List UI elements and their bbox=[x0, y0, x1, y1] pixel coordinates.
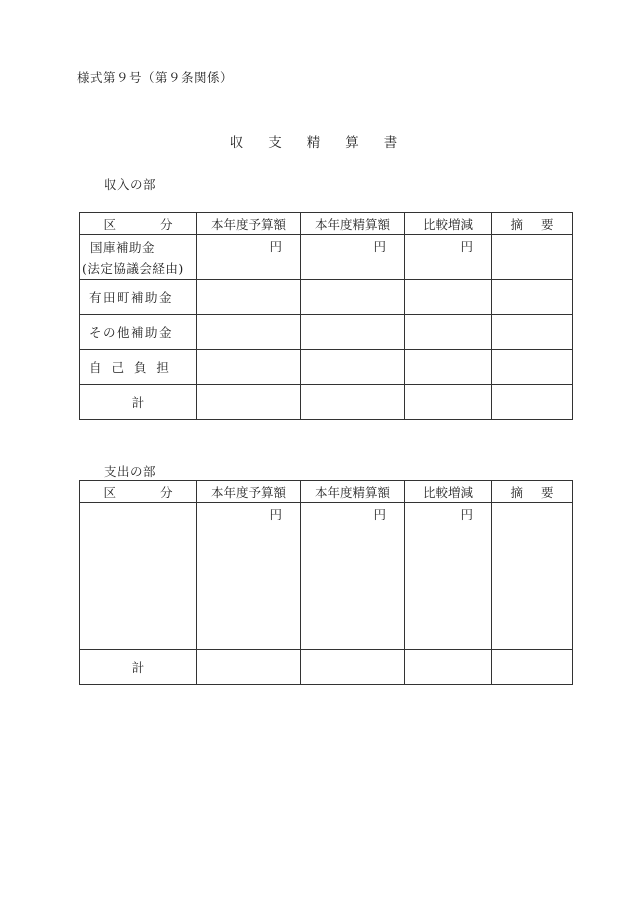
header-settled: 本年度精算額 bbox=[301, 481, 405, 503]
settled-total-cell[interactable] bbox=[301, 385, 405, 420]
difference-cell[interactable] bbox=[405, 350, 492, 385]
expense-section-label: 支出の部 bbox=[104, 464, 157, 479]
difference-cell[interactable] bbox=[405, 315, 492, 350]
header-notes bbox=[492, 481, 573, 503]
expense-total-row bbox=[80, 650, 573, 685]
header-notes bbox=[492, 213, 573, 235]
header-category bbox=[80, 213, 197, 235]
settled-total-cell[interactable] bbox=[301, 650, 405, 685]
label-line-2: (法定協議会経由) bbox=[82, 261, 184, 276]
document-title: 収支精算書 bbox=[229, 135, 423, 151]
header-category-char-2: 分 bbox=[160, 216, 173, 232]
notes-cell[interactable] bbox=[492, 350, 573, 385]
difference-cell[interactable]: 円 bbox=[405, 503, 492, 650]
budget-total-cell[interactable] bbox=[197, 385, 301, 420]
notes-cell[interactable] bbox=[492, 503, 573, 650]
income-header-row bbox=[80, 213, 573, 235]
row-label-self-pay: 自 己 負 担 bbox=[80, 350, 197, 385]
settled-cell[interactable] bbox=[301, 280, 405, 315]
settled-cell[interactable]: 円 bbox=[301, 503, 405, 650]
header-difference: 比較増減 bbox=[405, 213, 492, 235]
header-notes-char-2: 要 bbox=[541, 484, 554, 500]
budget-cell[interactable] bbox=[197, 350, 301, 385]
table-row bbox=[80, 235, 573, 280]
difference-total-cell[interactable] bbox=[405, 650, 492, 685]
category-cell[interactable] bbox=[80, 503, 197, 650]
settled-cell[interactable]: 円 bbox=[301, 235, 405, 280]
header-category-char-1: 区 bbox=[103, 216, 116, 232]
difference-total-cell[interactable] bbox=[405, 385, 492, 420]
table-row bbox=[80, 350, 573, 385]
row-label-national-subsidy bbox=[80, 235, 197, 280]
header-category bbox=[80, 481, 197, 503]
header-budget: 本年度予算額 bbox=[197, 481, 301, 503]
settled-cell[interactable] bbox=[301, 315, 405, 350]
income-total-row bbox=[80, 385, 573, 420]
budget-cell[interactable] bbox=[197, 280, 301, 315]
income-table bbox=[79, 212, 573, 420]
header-budget: 本年度予算額 bbox=[197, 213, 301, 235]
label-line-1: 国庫補助金 bbox=[90, 240, 156, 255]
notes-cell[interactable] bbox=[492, 235, 573, 280]
budget-total-cell[interactable] bbox=[197, 650, 301, 685]
expense-table bbox=[79, 480, 573, 685]
notes-total-cell[interactable] bbox=[492, 385, 573, 420]
header-category-char-2: 分 bbox=[160, 484, 173, 500]
header-notes-char-1: 摘 bbox=[510, 484, 523, 500]
header-notes-char-1: 摘 bbox=[510, 216, 523, 232]
row-label-other-subsidy: その他補助金 bbox=[80, 315, 197, 350]
notes-cell[interactable] bbox=[492, 280, 573, 315]
table-row bbox=[80, 280, 573, 315]
header-settled: 本年度精算額 bbox=[301, 213, 405, 235]
notes-total-cell[interactable] bbox=[492, 650, 573, 685]
budget-cell[interactable]: 円 bbox=[197, 235, 301, 280]
difference-cell[interactable] bbox=[405, 280, 492, 315]
table-row bbox=[80, 503, 573, 650]
budget-cell[interactable] bbox=[197, 315, 301, 350]
table-row bbox=[80, 315, 573, 350]
expense-header-row bbox=[80, 481, 573, 503]
budget-cell[interactable]: 円 bbox=[197, 503, 301, 650]
header-difference: 比較増減 bbox=[405, 481, 492, 503]
income-section-label: 収入の部 bbox=[104, 177, 157, 192]
settled-cell[interactable] bbox=[301, 350, 405, 385]
difference-cell[interactable]: 円 bbox=[405, 235, 492, 280]
form-number: 様式第９号（第９条関係） bbox=[77, 70, 234, 85]
notes-cell[interactable] bbox=[492, 315, 573, 350]
header-category-char-1: 区 bbox=[103, 484, 116, 500]
total-label: 計 bbox=[80, 650, 197, 685]
row-label-town-subsidy: 有田町補助金 bbox=[80, 280, 197, 315]
header-notes-char-2: 要 bbox=[541, 216, 554, 232]
total-label: 計 bbox=[80, 385, 197, 420]
